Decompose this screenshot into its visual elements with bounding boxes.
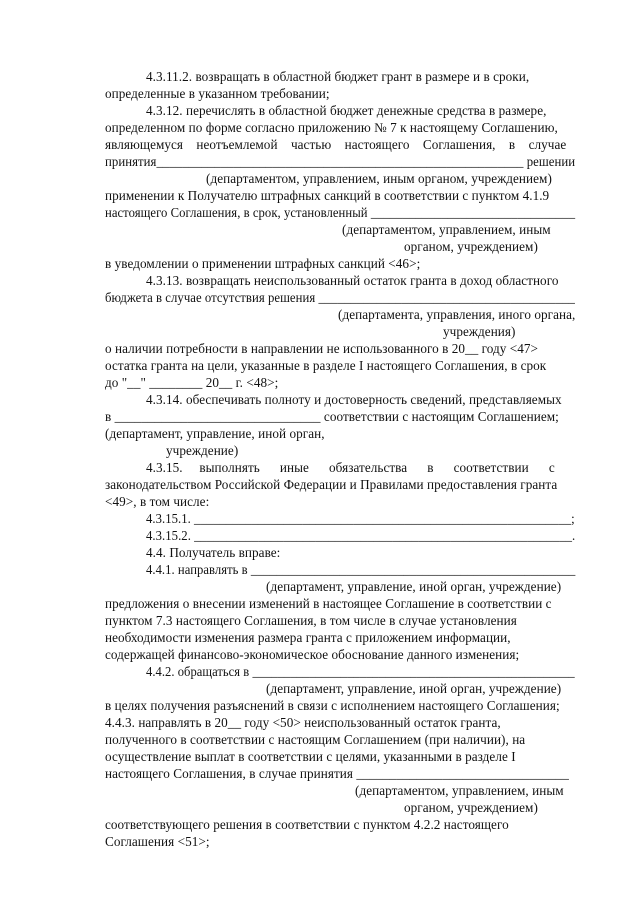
- clause-4-4-1-line-4: необходимости изменения размера гранта с приложением информации,: [105, 630, 511, 645]
- clause-4-3-13-line-2: бюджета в случае отсутствия решения ________________________________________: [105, 290, 575, 305]
- clause-4-3-15-line-1: 4.3.15. выполнять иные обязательства в соответствии с: [146, 460, 555, 475]
- section-4-4-heading: 4.4. Получатель вправе:: [146, 545, 281, 560]
- clause-4-4-1-line-1: 4.4.1. направлять в ___________________________________________________: [146, 562, 576, 577]
- clause-4-3-11-2-line-2: определенные в указанном требовании;: [105, 86, 330, 101]
- clause-4-3-12-line-6: настоящего Соглашения, в срок, установленный ________________________________: [105, 205, 576, 220]
- hint-department-5: (департамент, управление, иной орган, учреждение): [266, 579, 562, 594]
- hint-department-2: учреждения): [443, 324, 516, 339]
- clause-4-3-12-line-7: в уведомлении о применении штрафных санкций <46>;: [105, 256, 421, 271]
- clause-4-3-12-line-1: 4.3.12. перечислять в областной бюджет денежные средства в размере,: [146, 103, 547, 118]
- clause-4-4-3-line-2: полученного в соответствии с настоящим Соглашением (при наличии), на: [105, 732, 526, 747]
- clause-4-4-3-line-1: 4.4.3. направлять в 20__ году <50> неиспользованный остаток гранта,: [105, 715, 501, 730]
- hint-department-6: (департамент, управление, иной орган, учреждение): [266, 681, 562, 696]
- clause-4-4-2-line-2: в целях получения разъяснений в связи с исполнением настоящего Соглашения;: [105, 698, 560, 713]
- clause-4-3-12-line-5: применении к Получателю штрафных санкций в соответствии с пунктом 4.1.9: [105, 188, 550, 203]
- clause-4-3-12-line-4: принятия_________________________________________________________ решении: [105, 154, 576, 169]
- clause-4-4-3-line-3: осуществление выплат в соответствии с целями, указанными в разделе I: [105, 749, 516, 764]
- clause-4-4-2-line-1: 4.4.2. обращаться в ___________________________________________________: [146, 664, 575, 679]
- clause-4-3-13-line-5: до "__" ________ 20__ г. <48>;: [105, 375, 279, 390]
- clause-4-3-13-line-4: остатка гранта на цели, указанные в разделе I настоящего Соглашения, в срок: [105, 358, 547, 373]
- footnote-hint-authority: (департаментом, управлением, иным органом, учреждением): [206, 171, 552, 186]
- clause-4-3-12-line-3: являющемуся неотъемлемой частью настоящего Соглашения, в случае: [105, 137, 567, 152]
- hint-authority-4: органом, учреждением): [404, 800, 538, 815]
- clause-4-3-13-line-3: о наличии потребности в направлении не использованного в 20__ году <47>: [105, 341, 539, 356]
- hint-authority-1: (департаментом, управлением, иным: [342, 222, 551, 237]
- hint-department-4: учреждение): [166, 443, 239, 458]
- hint-department-1: (департамента, управления, иного органа,: [338, 307, 576, 322]
- clause-4-4-1-line-3: пунктом 7.3 настоящего Соглашения, в том числе в случае установления: [105, 613, 517, 628]
- clause-4-3-15-line-3: <49>, в том числе:: [105, 494, 210, 509]
- clause-4-3-14-line-1: 4.3.14. обеспечивать полноту и достоверность сведений, представляемых: [146, 392, 562, 407]
- hint-authority-3: (департаментом, управлением, иным: [355, 783, 564, 798]
- clause-4-4-3-line-5: соответствующего решения в соответствии с пунктом 4.2.2 настоящего: [105, 817, 509, 832]
- clause-4-4-3-line-4: настоящего Соглашения, в случае принятия ________________________________: [105, 766, 569, 781]
- clause-4-3-13-line-1: 4.3.13. возвращать неиспользованный остаток гранта в доход областного: [146, 273, 559, 288]
- clause-4-3-15-line-2: законодательством Российской Федерации и Правилами предоставления гранта: [105, 477, 558, 492]
- clause-4-4-1-line-5: содержащей финансово-экономическое обоснование данного изменения;: [105, 647, 520, 662]
- clause-4-3-14-line-2: в _______________________________ соответствии с настоящим Соглашением;: [105, 409, 559, 424]
- hint-department-3: (департамент, управление, иной орган,: [105, 426, 325, 441]
- clause-4-3-15-1: 4.3.15.1. ___________________________________________________________;: [146, 511, 575, 526]
- clause-4-3-12-line-2: определенном по форме согласно приложению № 7 к настоящему Соглашению,: [105, 120, 558, 135]
- hint-authority-2: органом, учреждением): [404, 239, 538, 254]
- clause-4-3-15-2: 4.3.15.2. ___________________________________________________________.: [146, 528, 576, 543]
- clause-4-3-11-2-line-1: 4.3.11.2. возвращать в областной бюджет грант в размере и в сроки,: [146, 69, 530, 84]
- clause-4-4-3-line-6: Соглашения <51>;: [105, 834, 210, 849]
- clause-4-4-1-line-2: предложения о внесении изменений в настоящее Соглашение в соответствии с: [105, 596, 552, 611]
